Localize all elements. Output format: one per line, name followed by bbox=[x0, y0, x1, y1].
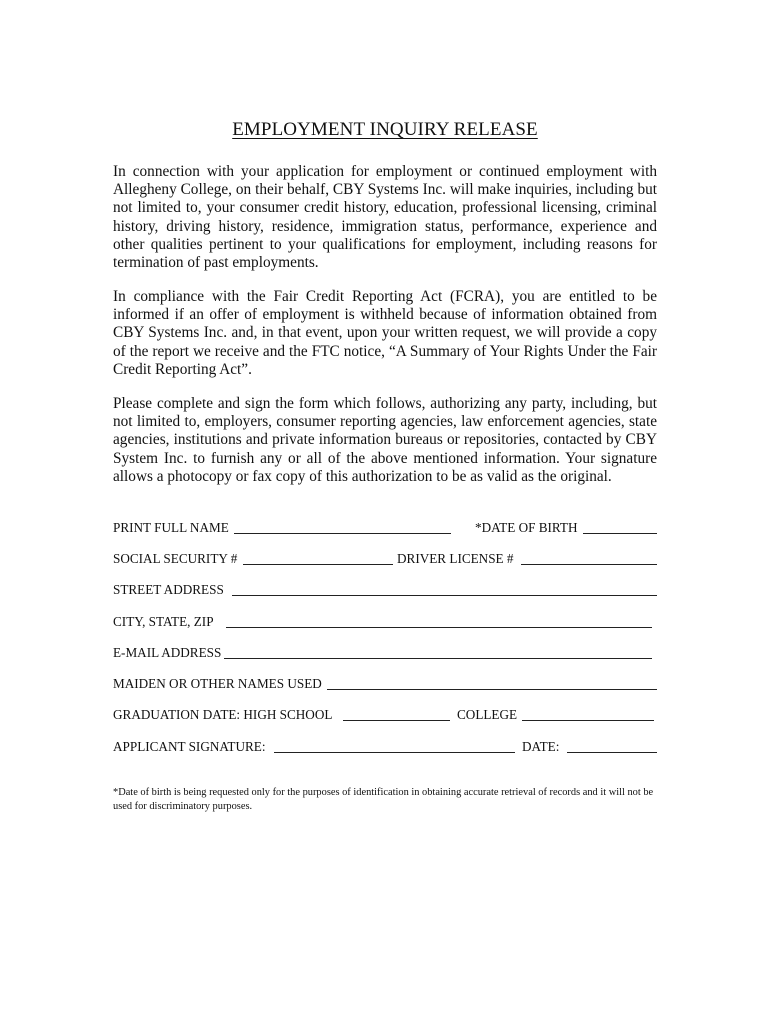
applicant-signature-label: APPLICANT SIGNATURE: bbox=[113, 739, 266, 754]
date-of-birth-footnote: *Date of birth is being requested only for the purposes of identification in obtaining accurate retrieval of records and it will not be used for discriminatory purposes. bbox=[113, 787, 654, 812]
signature-date-field[interactable] bbox=[567, 752, 657, 753]
street-address-label: STREET ADDRESS bbox=[113, 582, 224, 597]
paragraph-authorization: Please complete and sign the form which follows, authorizing any party, including, but not limited to, employers, consumer reporting agencies, law enforcement agencies, state agencies, institutions and private information bureaus or repositories, contacted by CBY System Inc. to furnish any or all of the above mentioned information. Your signature allows a photocopy or fax copy of this authorization to be as valid as the original. bbox=[113, 395, 657, 485]
print-full-name-label: PRINT FULL NAME bbox=[113, 520, 229, 535]
street-address-field[interactable] bbox=[232, 595, 657, 596]
date-of-birth-label: *DATE OF BIRTH bbox=[475, 520, 578, 535]
document-title: EMPLOYMENT INQUIRY RELEASE bbox=[232, 119, 538, 140]
driver-license-label: DRIVER LICENSE # bbox=[397, 551, 514, 566]
social-security-field[interactable] bbox=[243, 564, 393, 565]
high-school-graduation-field[interactable] bbox=[343, 720, 450, 721]
maiden-names-label: MAIDEN OR OTHER NAMES USED bbox=[113, 676, 322, 691]
city-state-zip-field[interactable] bbox=[226, 627, 652, 628]
email-address-label: E-MAIL ADDRESS bbox=[113, 645, 222, 660]
city-state-zip-label: CITY, STATE, ZIP bbox=[113, 614, 214, 629]
form-row-street-address bbox=[113, 580, 658, 600]
form-row-email bbox=[113, 643, 658, 663]
maiden-names-field[interactable] bbox=[327, 689, 657, 690]
applicant-signature-field[interactable] bbox=[274, 752, 515, 753]
college-label: COLLEGE bbox=[457, 707, 518, 722]
social-security-label: SOCIAL SECURITY # bbox=[113, 551, 238, 566]
signature-date-label: DATE: bbox=[522, 739, 560, 754]
form-row-maiden-names bbox=[113, 674, 658, 694]
paragraph-inquiry-notice: In connection with your application for employment or continued employment with Allegheny College, on their behalf, CBY Systems Inc. will make inquiries, including but not limited to, your consumer credit history, education, professional licensing, criminal history, driving history, residence, immigration status, performance, experience and other qualities pertinent to your qualifications for employment, including reasons for termination of past employments. bbox=[113, 163, 657, 272]
form-row-city-state-zip bbox=[113, 612, 658, 632]
driver-license-field[interactable] bbox=[521, 564, 657, 565]
email-address-field[interactable] bbox=[224, 658, 652, 659]
form-row-ssn-license bbox=[113, 549, 658, 569]
print-full-name-field[interactable] bbox=[234, 533, 451, 534]
form-row-signature bbox=[113, 737, 658, 757]
paragraph-fcra-compliance: In compliance with the Fair Credit Reporting Act (FCRA), you are entitled to be informed if an offer of employment is withheld because of information obtained from CBY Systems Inc. and, in that event, upon your written request, we will provide a copy of the report we receive and the FTC notice, “A Summary of Your Rights Under the Fair Credit Reporting Act”. bbox=[113, 288, 657, 378]
graduation-high-school-label: GRADUATION DATE: HIGH SCHOOL bbox=[113, 707, 333, 722]
form-row-graduation bbox=[113, 705, 658, 725]
date-of-birth-field[interactable] bbox=[583, 533, 657, 534]
college-graduation-field[interactable] bbox=[522, 720, 654, 721]
form-row-name-dob bbox=[113, 518, 658, 538]
